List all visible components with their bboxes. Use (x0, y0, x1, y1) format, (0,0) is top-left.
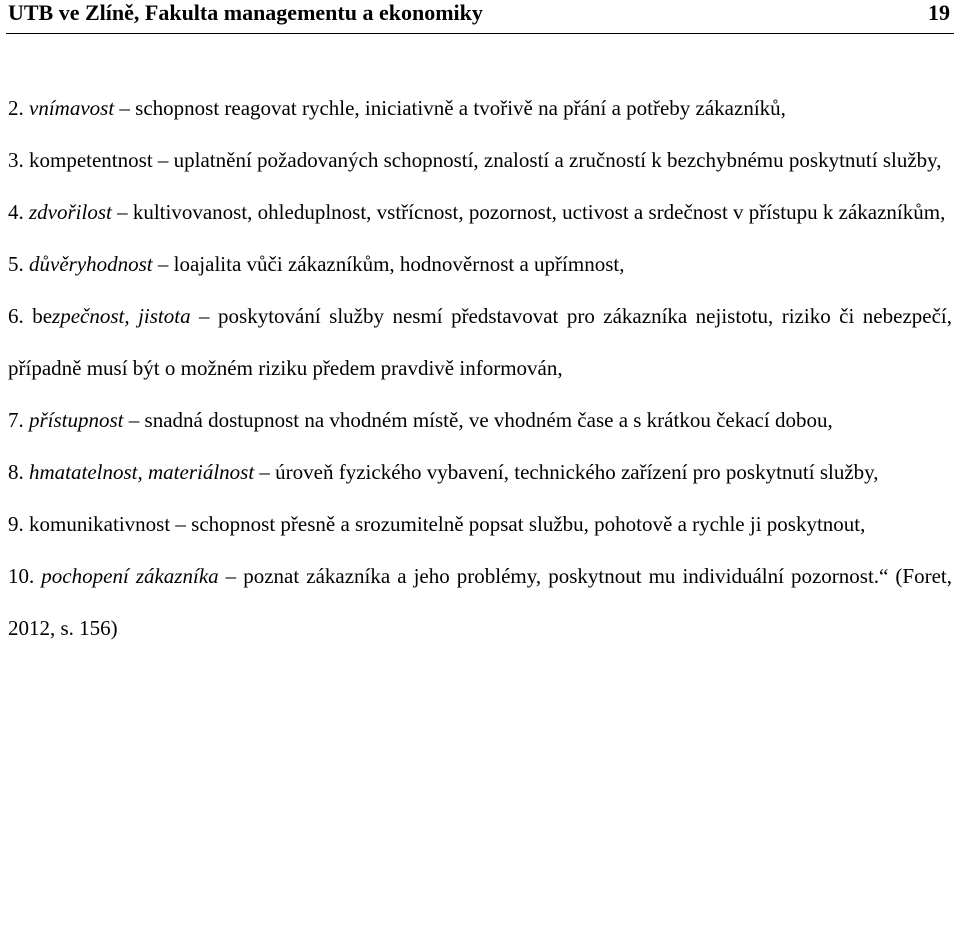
item-term: zpečnost, jistota (52, 304, 191, 328)
item-text: – úroveň fyzického vybavení, technického zařízení pro poskytnutí služby, (254, 460, 879, 484)
item-term: vnímavost (29, 96, 115, 120)
item-text: – poznat zákazníka a jeho problémy, poskytnout mu individuální pozornost.“ (Foret, 2012, s. 156) (8, 564, 952, 640)
list-item-3 (8, 134, 952, 186)
item-number: 2. (8, 96, 29, 120)
item-text: kompetentnost – uplatnění požadovaných schopností, znalostí a zručností k bezchybnému poskytnutí služby, (29, 148, 942, 172)
header-title: UTB ve Zlíně, Fakulta managementu a ekonomiky (8, 0, 483, 25)
item-number: 10. (8, 564, 42, 588)
item-term: pochopení zákazníka (41, 564, 219, 588)
document-body (8, 82, 952, 654)
list-item-6 (8, 290, 952, 394)
item-text: – poskytování služby nesmí představovat pro zákazníka nejistotu, riziko či nebezpečí, případně musí být o možném riziku předem pravdivě informován, (8, 304, 952, 380)
page-header (6, 0, 954, 34)
list-item-4 (8, 186, 952, 238)
list-item-9 (8, 498, 952, 550)
list-item-2 (8, 82, 952, 134)
list-item-5 (8, 238, 952, 290)
item-term: důvěryhodnost (29, 252, 153, 276)
item-number: 8. (8, 460, 29, 484)
page-number: 19 (928, 0, 950, 25)
item-term: zdvořilost (29, 200, 112, 224)
list-item-7 (8, 394, 952, 446)
list-item-8 (8, 446, 952, 498)
item-number: 4. (8, 200, 29, 224)
item-text: – kultivovanost, ohleduplnost, vstřícnost, pozornost, uctivost a srdečnost v přístupu k zákazníkům, (111, 200, 946, 224)
item-number: 3. (8, 148, 29, 172)
item-number: 6. be (8, 304, 53, 328)
item-text: – loajalita vůči zákazníkům, hodnověrnost a upřímnost, (152, 252, 625, 276)
item-number: 7. (8, 408, 29, 432)
item-text: – snadná dostupnost na vhodném místě, ve vhodném čase a s krátkou čekací dobou, (123, 408, 833, 432)
item-term: hmatatelnost, materiálnost (29, 460, 255, 484)
list-item-10 (8, 550, 952, 654)
item-text: – schopnost reagovat rychle, iniciativně a tvořivě na přání a potřeby zákazníků, (114, 96, 786, 120)
item-text: komunikativnost – schopnost přesně a srozumitelně popsat službu, pohotově a rychle ji poskytnout, (29, 512, 866, 536)
item-number: 9. (8, 512, 29, 536)
item-term: přístupnost (29, 408, 124, 432)
item-number: 5. (8, 252, 29, 276)
